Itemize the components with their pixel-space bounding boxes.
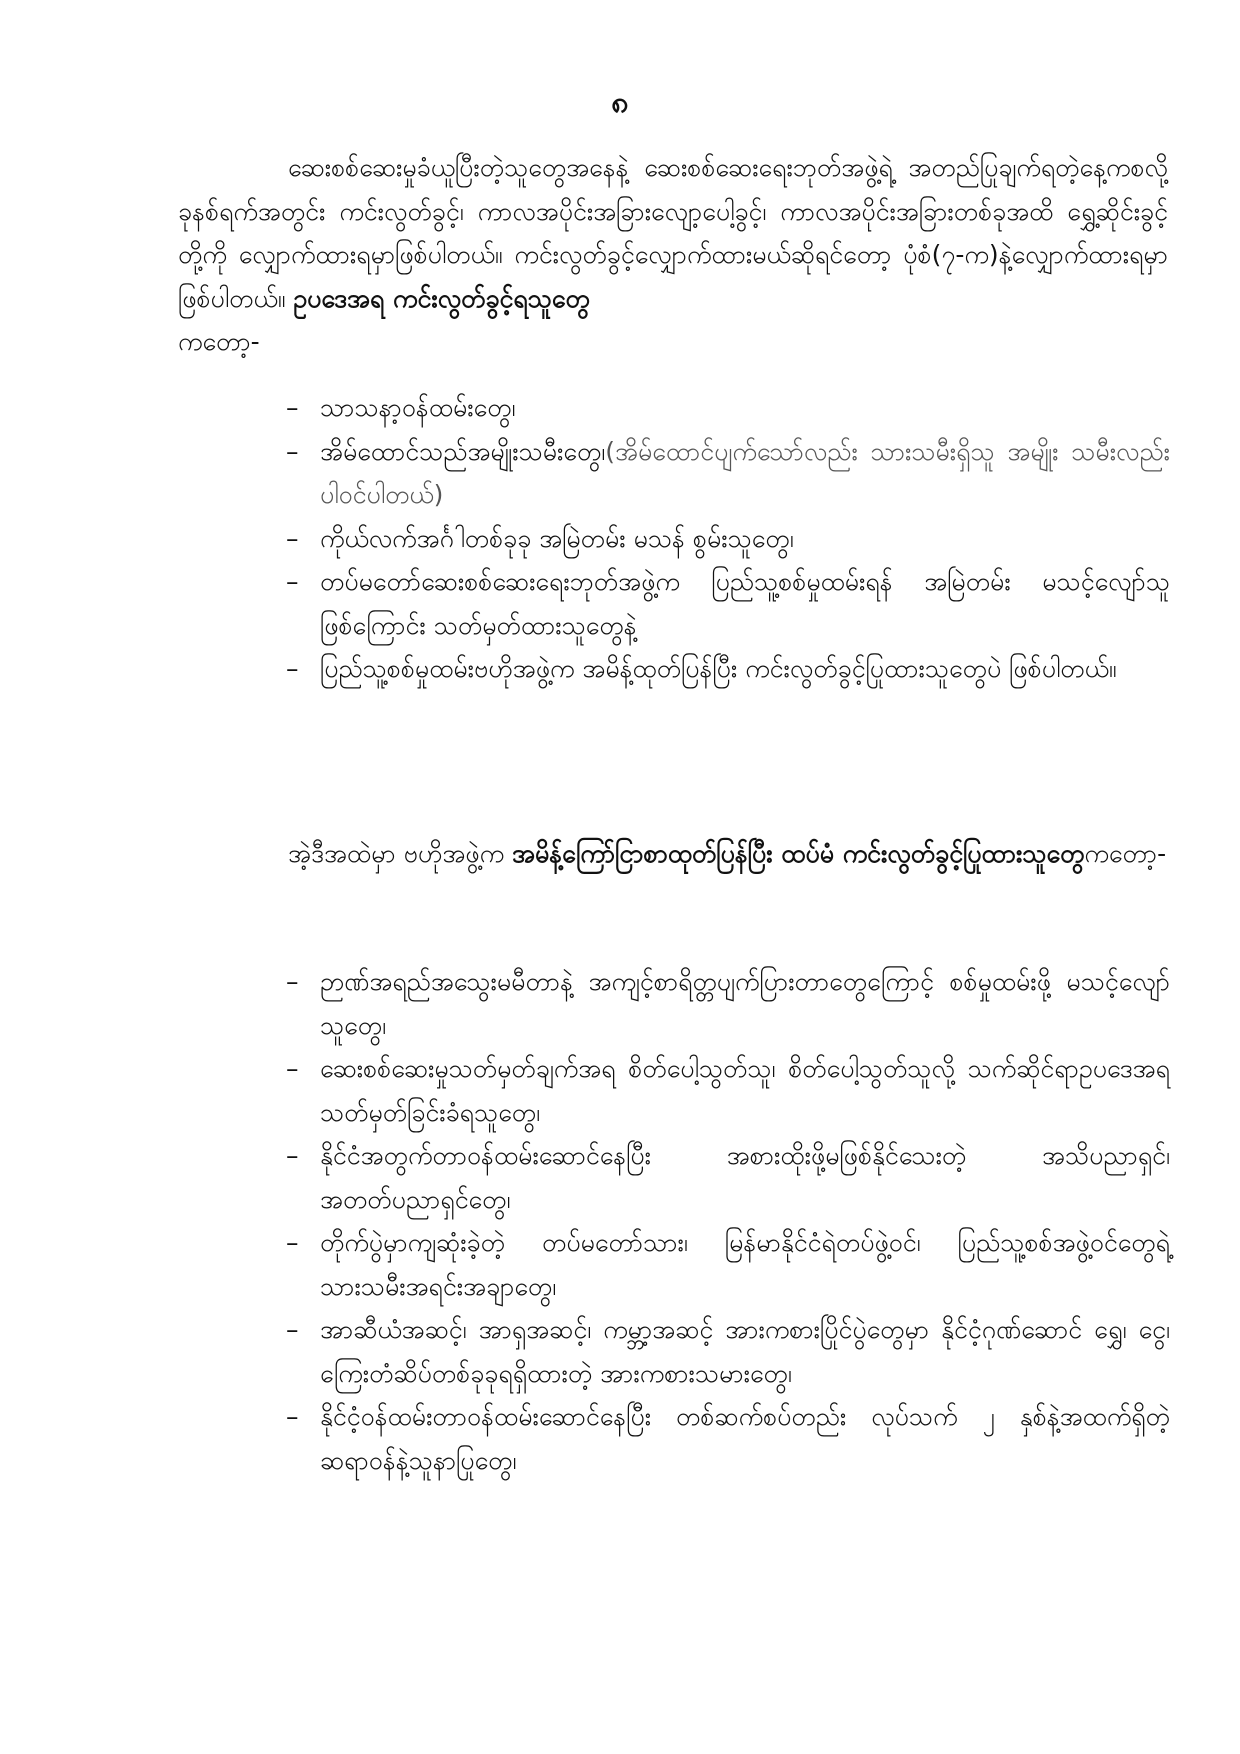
list-item (286, 960, 1170, 1047)
list-item-text: ကိုယ်လက်အင်္ဂါတစ်ခုခု အမြဲတမ်း မသန် စွမ်းသူတွေ၊ (320, 523, 794, 553)
list-item-text: ဆေးစစ်ဆေးမှုသတ်မှတ်ချက်အရ စိတ်ပေါ့သွတ်သူ၊ စိတ်ပေါ့သွတ်သူလို့ သက်ဆိုင်ရာဥပဒေအရ သတ်မှတ်ခြင်းခံရသူတွေ၊ (320, 1054, 1170, 1127)
exemption-list (286, 386, 1170, 691)
list-item (286, 1308, 1170, 1395)
list-item-text: သာသနာ့ဝန်ထမ်းတွေ၊ (320, 393, 516, 422)
list-item (286, 647, 1170, 691)
dash-marker: – (286, 523, 299, 553)
dash-marker: – (286, 967, 299, 996)
list-item (286, 1047, 1170, 1134)
list-item-note: (အိမ်ထောင်ပျက်သော်လည်း သားသမီးရှိသူ အမျိုး သမီးလည်း ပါဝင်ပါတယ်) (320, 436, 1170, 509)
page-number: ၈ (611, 85, 629, 120)
list-item-text: အာဆီယံအဆင့်၊ အာရှအဆင့်၊ ကမ္ဘာ့အဆင့် အားကစားပြိုင်ပွဲတွေမှာ နိုင်ငံ့ဂုဏ်ဆောင် ရွှေ၊ ငွေ၊ ကြေးတံဆိပ်တစ်ခုခုရရှိထားတဲ့ အားကစားသမားတွေ၊ (320, 1315, 1170, 1388)
second-tail: ကတော့- (1084, 839, 1167, 868)
second-lead: အဲ့ဒီအထဲမှာ ဗဟိုအဖွဲ့က (288, 839, 512, 868)
intro-bold-text: ဥပဒေအရ ကင်းလွတ်ခွင့်ရသူတွေ (293, 283, 590, 313)
announced-exemption-list (286, 960, 1170, 1482)
list-item (286, 1221, 1170, 1308)
second-paragraph (178, 832, 1168, 876)
dash-marker: – (286, 567, 299, 596)
dash-marker: – (286, 436, 299, 466)
list-item-text: အိမ်ထောင်သည်အမျိုးသမီးတွေ၊ (320, 436, 606, 466)
dash-marker: – (286, 654, 299, 683)
list-item-text: ဉာဏ်အရည်အသွေးမမီတာနဲ့ အကျင့်စာရိတ္တပျက်ပြားတာတွေကြောင့် စစ်မှုထမ်းဖို့ မသင့်လျော်သူတွေ၊ (320, 967, 1170, 1040)
list-item (286, 1134, 1170, 1221)
list-item (286, 430, 1170, 517)
dash-marker: – (286, 1228, 299, 1257)
list-item-text: ပြည်သူ့စစ်မှုထမ်းဗဟိုအဖွဲ့က အမိန့်ထုတ်ပြန်ပြီး ကင်းလွတ်ခွင့်ပြုထားသူတွေပဲ ဖြစ်ပါတယ်။ (320, 654, 1117, 683)
dash-marker: – (286, 1054, 299, 1083)
intro-tail: ကတော့- (178, 327, 260, 356)
list-item (286, 517, 1170, 561)
list-item-text: တပ်မတော်ဆေးစစ်ဆေးရေးဘုတ်အဖွဲ့က ပြည်သူ့စစ်မှုထမ်းရန် အမြဲတမ်း မသင့်လျော်သူဖြစ်ကြောင်း သတ်မှတ်ထားသူတွေနဲ့ (320, 567, 1170, 640)
dash-marker: – (286, 393, 299, 422)
list-item (286, 1395, 1170, 1482)
list-item-text: နိုင်ငံအတွက်တာဝန်ထမ်းဆောင်နေပြီး အစားထိုးဖို့မဖြစ်နိုင်သေးတဲ့ အသိပညာရှင်၊ အတတ်ပညာရှင်တွေ၊ (320, 1141, 1170, 1214)
list-item (286, 386, 1170, 430)
dash-marker: – (286, 1315, 299, 1344)
dash-marker: – (286, 1141, 299, 1170)
list-item (286, 560, 1170, 647)
intro-text: ဆေးစစ်ဆေးမှုခံယူပြီးတဲ့သူတွေအနေနဲ့ ဆေးစစ်ဆေးရေးဘုတ်အဖွဲ့ရဲ့ အတည်ပြုချက်ရတဲ့နေ့ကစလို့ ခုနစ်ရက်အတွင်း ကင်းလွတ်ခွင့်၊ ကာလအပိုင်းအခြားလျော့ပေါ့ခွင့်၊ ကာလအပိုင်းအခြားတစ်ခုအထိ ရွှေ့ဆိုင်းခွင့်တို့ကို လျှောက်ထားရမှာဖြစ်ပါတယ်။ ကင်းလွတ်ခွင့်လျှောက်ထားမယ်ဆိုရင်တော့ ပုံစံ(၇-က)နဲ့လျှောက်ထားရမှာဖြစ်ပါတယ်။ (178, 153, 1168, 313)
list-item-text: နိုင်ငံ့ဝန်ထမ်းတာဝန်ထမ်းဆောင်နေပြီး တစ်ဆက်စပ်တည်း လုပ်သက် ၂ နှစ်နဲ့အထက်ရှိတဲ့ ဆရာဝန်နဲ့သူနာပြုတွေ၊ (320, 1402, 1170, 1475)
second-bold-text: အမိန့်ကြော်ငြာစာထုတ်ပြန်ပြီး ထပ်မံ ကင်းလွတ်ခွင့်ပြုထားသူတွေ (512, 839, 1085, 868)
list-item-text: တိုက်ပွဲမှာကျဆုံးခဲ့တဲ့ တပ်မတော်သား၊ မြန်မာနိုင်ငံရဲတပ်ဖွဲ့ဝင်၊ ပြည်သူ့စစ်အဖွဲ့ဝင်တွေရဲ့ သားသမီးအရင်းအချာတွေ၊ (320, 1228, 1170, 1301)
dash-marker: – (286, 1402, 299, 1431)
intro-paragraph (178, 146, 1168, 364)
